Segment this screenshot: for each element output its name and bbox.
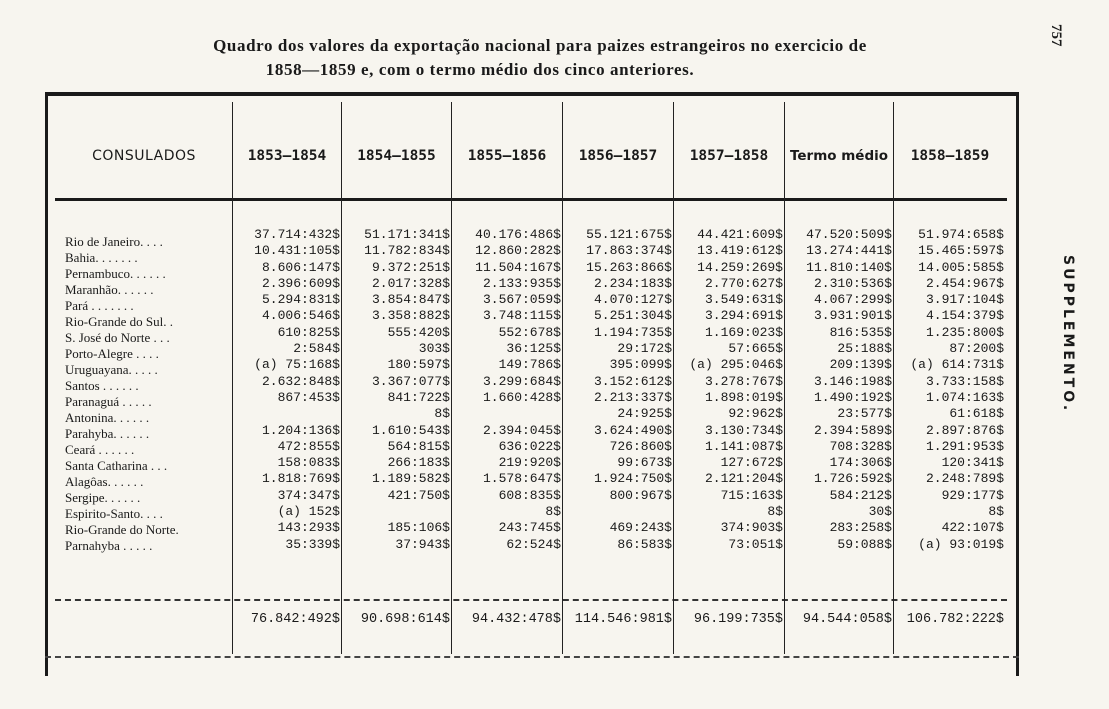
row-name: Ceará . . . . . .	[65, 442, 135, 457]
table-cell: 13.274:441$	[806, 243, 892, 259]
table-cell: 14.005:585$	[918, 259, 1004, 275]
table-cell: 13.419:612$	[697, 243, 783, 259]
table-cell: 3.624:490$	[593, 422, 672, 438]
table-cell: 1.074:163$	[925, 389, 1004, 405]
value-column-c5	[674, 227, 783, 553]
total-1855-1856: 94.432:478$	[471, 612, 561, 627]
table-cell: 55.121:675$	[586, 227, 672, 242]
title-line-2: 1858—1859 e, com o termo médio dos cinco anteriores.	[265, 60, 695, 79]
table-cell: 92:962$	[728, 406, 783, 422]
table-cell: 3.733:158$	[925, 373, 1004, 389]
table-cell: 1.924:750$	[593, 471, 672, 487]
table-cell: 180:597$	[387, 357, 450, 373]
header-1858-1859: 1858—1859	[910, 148, 990, 164]
row-name: Santos . . . . . .	[65, 378, 139, 393]
table-cell: 1.141:087$	[704, 438, 783, 454]
header-1855-1856: 1855—1856	[467, 148, 547, 164]
table-cell: 11.810:140$	[806, 259, 892, 275]
table-cell: 2.632:848$	[261, 373, 340, 389]
table-cell: 1.490:192$	[813, 389, 892, 405]
table-cell: 23:577$	[837, 406, 892, 422]
table-cell: 715:163$	[720, 487, 783, 503]
table-cell: 3.152:612$	[593, 373, 672, 389]
table-cell: 2.133:935$	[482, 275, 561, 291]
row-name: S. José do Norte . . .	[65, 330, 170, 345]
table-cell: 3.358:882$	[371, 308, 450, 324]
table-cell: 3.146:198$	[813, 373, 892, 389]
table-cell: 1.818:769$	[261, 471, 340, 487]
table-cell: 3.367:077$	[371, 373, 450, 389]
table-cell: 800:967$	[609, 487, 672, 503]
table-cell	[342, 504, 450, 520]
total-1857-1858: 96.199:735$	[693, 612, 783, 627]
value-column-c4	[563, 227, 672, 553]
table-cell: 8$	[988, 504, 1004, 520]
table-cell: 867:453$	[277, 389, 340, 405]
row-name: Sergipe. . . . . .	[65, 490, 141, 505]
table-cell: 1.660:428$	[482, 389, 561, 405]
consulados-column	[65, 234, 235, 554]
table-cell: 421:750$	[387, 487, 450, 503]
table-cell: 61:618$	[949, 406, 1004, 422]
value-column-c7	[894, 227, 1004, 553]
table-cell: 1.169:023$	[704, 324, 783, 340]
table-cell: 8$	[767, 504, 783, 520]
table-cell: 303$	[418, 341, 450, 357]
table-cell: 5.294:831$	[261, 292, 340, 308]
table-cell: 1.898:019$	[704, 389, 783, 405]
table-cell: 422:107$	[941, 520, 1004, 536]
page-number: 757	[1048, 24, 1064, 47]
table-cell: 2.770:627$	[704, 275, 783, 291]
header-bottom-rule	[55, 198, 1007, 201]
row-name: Antonina. . . . . .	[65, 410, 150, 425]
table-cell: 3.278:767$	[704, 373, 783, 389]
row-name: Santa Catharina . . .	[65, 458, 168, 473]
table-cell: 8.606:147$	[261, 259, 340, 275]
table-cell: 209:139$	[829, 357, 892, 373]
total-1856-1857: 114.546:981$	[574, 612, 672, 627]
table-cell: 608:835$	[498, 487, 561, 503]
table-cell: 47.520:509$	[806, 227, 892, 242]
table-cell: 636:022$	[498, 438, 561, 454]
table-cell: 472:855$	[277, 438, 340, 454]
row-name: Alagôas. . . . . .	[65, 474, 144, 489]
row-name: Porto-Alegre . . . .	[65, 346, 159, 361]
value-column-c3	[452, 227, 561, 553]
table-cell: 17.863:374$	[586, 243, 672, 259]
table-cell: 11.782:834$	[364, 243, 450, 259]
table-cell: 283:258$	[829, 520, 892, 536]
table-cell: (a) 75:168$	[254, 357, 340, 373]
table-title	[60, 34, 1020, 82]
title-line-1: Quadro dos valores da exportação nacional para paizes estrangeiros no exercicio de	[213, 36, 867, 55]
table-cell: (a) 614:731$	[910, 357, 1004, 373]
row-name: Pará . . . . . . .	[65, 298, 134, 313]
row-name: Maranhão. . . . . .	[65, 282, 154, 297]
row-name: Paranaguá . . . . .	[65, 394, 152, 409]
header-termo-medio: Termo médio	[789, 148, 889, 164]
table-cell: 2.394:589$	[813, 422, 892, 438]
table-cell: 2.121:204$	[704, 471, 783, 487]
row-name: Pernambuco. . . . . .	[65, 266, 166, 281]
row-name: Parnahyba . . . . .	[65, 538, 153, 553]
value-column-c6	[785, 227, 892, 553]
table-cell: 610:825$	[277, 324, 340, 340]
table-cell: 841:722$	[387, 389, 450, 405]
table-cell: 120:341$	[941, 455, 1004, 471]
row-name: Bahia. . . . . . .	[65, 250, 138, 265]
table-cell: 9.372:251$	[371, 259, 450, 275]
side-label: SUPPLEMENTO.	[1060, 255, 1076, 414]
table-cell: 51.974:658$	[918, 227, 1004, 242]
total-termo-medio: 94.544:058$	[802, 612, 892, 627]
table-cell: 243:745$	[498, 520, 561, 536]
table-cell: (a) 93:019$	[918, 536, 1004, 552]
table-cell: 87:200$	[949, 341, 1004, 357]
table-cell: 51.171:341$	[364, 227, 450, 242]
table-cell: 3.294:691$	[704, 308, 783, 324]
table-cell: 2.017:328$	[371, 275, 450, 291]
value-column-c2	[342, 227, 450, 553]
table-cell: 708:328$	[829, 438, 892, 454]
table-cell: 3.567:059$	[482, 292, 561, 308]
table-cell: 584:212$	[829, 487, 892, 503]
table-cell: 2:584$	[293, 341, 340, 357]
table-cell: 158:083$	[277, 455, 340, 471]
table-cell	[563, 504, 672, 520]
header-consulados: CONSULADOS	[92, 148, 196, 164]
table-cell: 3.748:115$	[482, 308, 561, 324]
totals-separator	[55, 599, 1007, 601]
table-cell: 174:306$	[829, 455, 892, 471]
table-cell: 2.213:337$	[593, 389, 672, 405]
table-cell: 3.854:847$	[371, 292, 450, 308]
table-cell: 1.194:735$	[593, 324, 672, 340]
table-cell: 5.251:304$	[593, 308, 672, 324]
table-cell: 14.259:269$	[697, 259, 783, 275]
table-cell: 30$	[868, 504, 892, 520]
table-cell: 15.465:597$	[918, 243, 1004, 259]
table-cell: 3.917:104$	[925, 292, 1004, 308]
table-cell: 1.578:647$	[482, 471, 561, 487]
table-cell: 37:943$	[395, 536, 450, 552]
table-cell: 2.234:183$	[593, 275, 672, 291]
table-cell: 127:672$	[720, 455, 783, 471]
table-cell: 3.549:631$	[704, 292, 783, 308]
table-cell: 8$	[545, 504, 561, 520]
table-cell: 1.291:953$	[925, 438, 1004, 454]
header-1854-1855: 1854—1855	[357, 148, 436, 164]
table-cell: 4.067:299$	[813, 292, 892, 308]
table-cell: 1.726:592$	[813, 471, 892, 487]
table-cell: 2.897:876$	[925, 422, 1004, 438]
table-cell: 40.176:486$	[475, 227, 561, 242]
table-cell: 1.235:800$	[925, 324, 1004, 340]
header-1856-1857: 1856—1857	[578, 148, 658, 164]
header-1853-1854: 1853—1854	[247, 148, 327, 164]
table-cell: 11.504:167$	[475, 259, 561, 275]
table-cell: 2.248:789$	[925, 471, 1004, 487]
table-cell: 29:172$	[617, 341, 672, 357]
table-cell: 86:583$	[617, 536, 672, 552]
table-cell: 59:088$	[837, 536, 892, 552]
table-cell: 2.310:536$	[813, 275, 892, 291]
table-cell: 10.431:105$	[254, 243, 340, 259]
table-cell: 3.299:684$	[482, 373, 561, 389]
row-name: Rio-Grande do Sul. .	[65, 314, 173, 329]
table-cell: 3.931:901$	[813, 308, 892, 324]
table-cell: 4.070:127$	[593, 292, 672, 308]
total-1853-1854: 76.842:492$	[250, 612, 340, 627]
table-cell: (a) 295:046$	[689, 357, 783, 373]
table-cell: 3.130:734$	[704, 422, 783, 438]
table-cell: 44.421:609$	[697, 227, 783, 242]
value-column-c1	[233, 227, 340, 553]
table-cell: 929:177$	[941, 487, 1004, 503]
table-cell: 57:665$	[728, 341, 783, 357]
table-cell: 816:535$	[829, 324, 892, 340]
table-cell: 564:815$	[387, 438, 450, 454]
table-cell: 35:339$	[285, 536, 340, 552]
table-cell: 726:860$	[609, 438, 672, 454]
total-1854-1855: 90.698:614$	[360, 612, 450, 627]
row-name: Espirito-Santo. . . .	[65, 506, 163, 521]
table-cell: 24:925$	[617, 406, 672, 422]
table-cell: 469:243$	[609, 520, 672, 536]
row-name: Uruguayana. . . . .	[65, 362, 158, 377]
table-cell	[452, 406, 561, 422]
total-1858-1859: 106.782:222$	[906, 612, 1004, 627]
table-top-rule	[45, 92, 1019, 96]
table-cell: 12.860:282$	[475, 243, 561, 259]
table-cell: 1.189:582$	[371, 471, 450, 487]
row-name: Parahyba. . . . . .	[65, 426, 150, 441]
table-cell	[233, 406, 340, 422]
table-cell: 374:347$	[277, 487, 340, 503]
row-name: Rio-Grande do Norte.	[65, 522, 179, 537]
table-cell: 37.714:432$	[254, 227, 340, 242]
table-cell: 219:920$	[498, 455, 561, 471]
header-1857-1858: 1857—1858	[689, 148, 769, 164]
table-cell: 36:125$	[506, 341, 561, 357]
table-cell: (a) 152$	[277, 504, 340, 520]
table-cell: 4.154:379$	[925, 308, 1004, 324]
table-cell: 99:673$	[617, 455, 672, 471]
row-name: Rio de Janeiro. . . .	[65, 234, 163, 249]
table-cell: 266:183$	[387, 455, 450, 471]
table-cell: 2.394:045$	[482, 422, 561, 438]
table-cell: 552:678$	[498, 324, 561, 340]
table-bottom-rule	[45, 656, 1019, 658]
table-cell: 62:524$	[506, 536, 561, 552]
table-cell: 73:051$	[728, 536, 783, 552]
table-cell: 2.396:609$	[261, 275, 340, 291]
table-cell: 1.204:136$	[261, 422, 340, 438]
table-cell: 143:293$	[277, 520, 340, 536]
table-cell: 8$	[434, 406, 450, 422]
table-cell: 4.006:546$	[261, 308, 340, 324]
table-cell: 2.454:967$	[925, 275, 1004, 291]
table-cell: 25:188$	[837, 341, 892, 357]
table-cell: 1.610:543$	[371, 422, 450, 438]
table-cell: 555:420$	[387, 324, 450, 340]
table-cell: 149:786$	[498, 357, 561, 373]
table-cell: 374:903$	[720, 520, 783, 536]
table-cell: 15.263:866$	[586, 259, 672, 275]
table-cell: 395:099$	[609, 357, 672, 373]
table-cell: 185:106$	[387, 520, 450, 536]
